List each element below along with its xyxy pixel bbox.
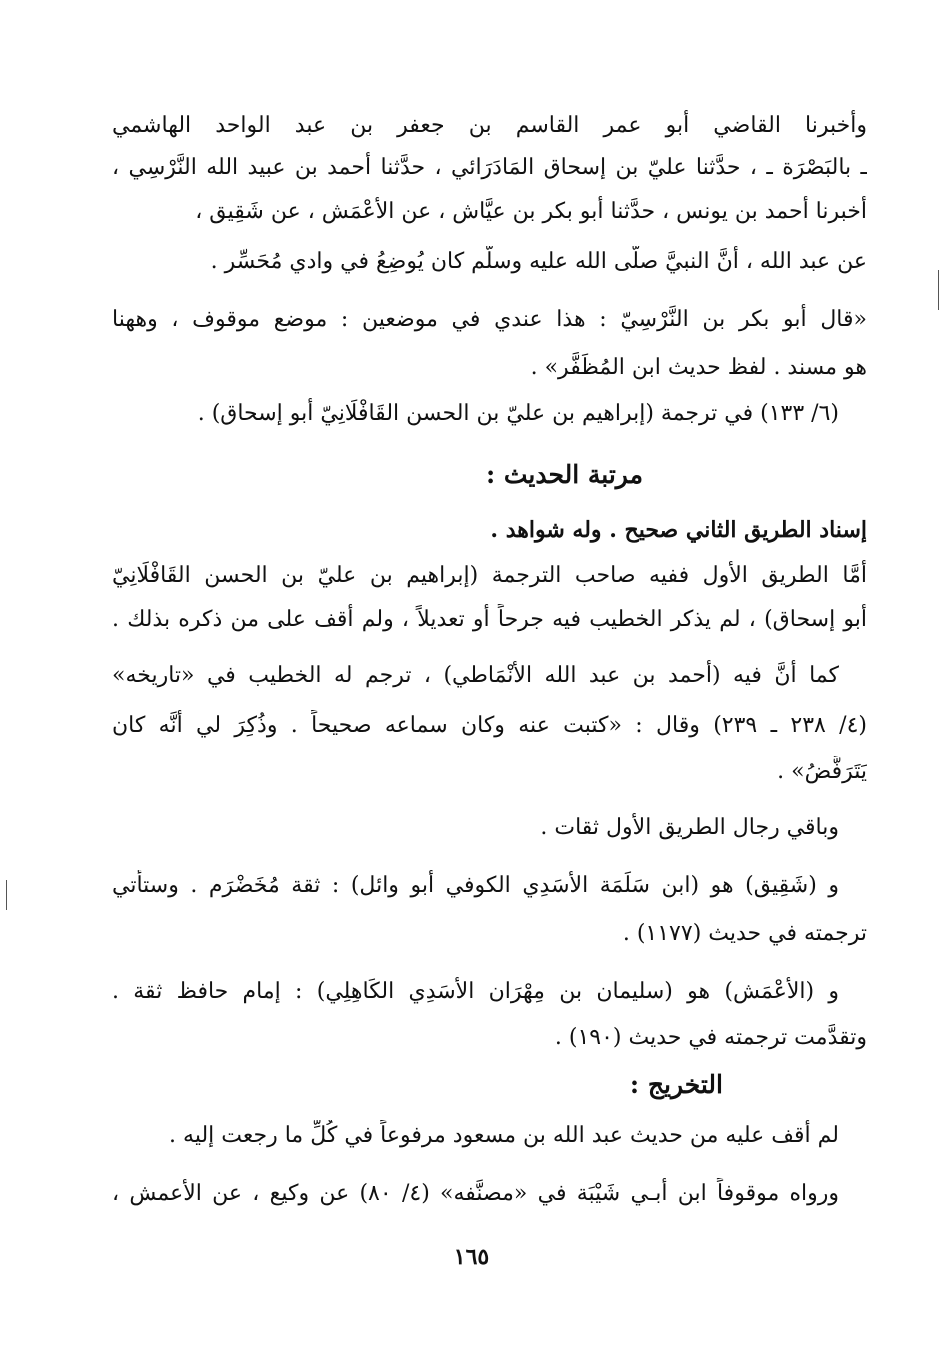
text-line: أخبرنا أحمد بن يونس ، حدَّثنا أبو بكر بن عيَّاش ، عن الأَعْمَش ، عن شَقِيق ، bbox=[195, 199, 867, 224]
text-line: كما أنَّ فيه (أحمد بن عبد الله الأَنْمَاطي) ، ترجم له الخطيب في «تاريخه» bbox=[112, 663, 840, 688]
text-line: (٤/ ٢٣٨ ـ ٢٣٩) وقال : «كتبت عنه وكان سماعه صحيحاً . وذُكِرَ لي أنَّه كان bbox=[112, 713, 867, 738]
text-line: ـ بالبَصْرَة ـ ، حدَّثنا عليّ بن إسحاق المَادَرَائي ، حدَّثنا أحمد بن عبيد الله النَّرْسِي ، bbox=[112, 155, 867, 180]
text-line: يَتَرَفَّضُ» . bbox=[777, 759, 867, 784]
text-line: عن عبد الله ، أنَّ النبيَّ صلَّى الله عليه وسلَّم كان يُوضِعُ في وادي مُحَسِّر . bbox=[210, 249, 867, 274]
section-heading-rank: مرتبة الحديث : bbox=[485, 460, 643, 489]
scan-edge-mark bbox=[938, 270, 939, 310]
text-line: أبو إسحاق) ، لم يذكر الخطيب فيه جرحاً أو تعديلاً ، ولم أقف على من ذكره بذلك . bbox=[112, 607, 867, 632]
text-line: «قال أبو بكر بن النَّرْسِيّ : هذا عندي في موضعين : موضع موقوف ، وههنا bbox=[112, 307, 867, 332]
text-line: (٦/ ١٣٣) في ترجمة (إبراهيم بن عليّ بن الحسن القَافْلَانِيّ أبو إسحاق) . bbox=[197, 401, 839, 426]
text-line: و (شَقِيق) هو (ابن سَلَمَة الأَسَدِي الكوفي أبو وائل) : ثقة مُخَضْرَم . وستأتي bbox=[112, 873, 839, 898]
text-line: هو مسند . لفظ حديث ابن المُظَفَّر» . bbox=[530, 355, 867, 380]
text-line: ترجمته في حديث (١١٧٧) . bbox=[622, 921, 867, 946]
text-line: لم أقف عليه من حديث عبد الله بن مسعود مرفوعاً في كُلِّ ما رجعت إليه . bbox=[169, 1123, 839, 1148]
text-line: وباقي رجال الطريق الأول ثقات . bbox=[540, 815, 839, 840]
section-heading-takhrij: التخريج : bbox=[629, 1070, 723, 1099]
text-line: ورواه موقوفاً ابن أبـي شَيْبَة في «مصنَّفه» (٤/ ٨٠) عن وكيع ، عن الأعمش ، bbox=[112, 1181, 839, 1206]
text-line: أمَّا الطريق الأول ففيه صاحب الترجمة (إبراهيم بن عليّ بن الحسن القَافْلَانِيّ bbox=[112, 563, 867, 588]
text-line: إسناد الطريق الثاني صحيح . وله شواهد . bbox=[490, 517, 867, 543]
text-line: وتقدَّمت ترجمته في حديث (١٩٠) . bbox=[554, 1025, 867, 1050]
scan-edge-mark bbox=[6, 880, 7, 910]
text-line: وأخبرنا القاضي أبو عمر القاسم بن جعفر بن عبد الواحد الهاشمي bbox=[112, 113, 867, 138]
page-number: ١٦٥ bbox=[453, 1244, 490, 1270]
text-line: و (الأَعْمَش) هو (سليمان بن مِهْرَان الأَسَدِي الكَاهِلِي) : إمام حافظ ثقة . bbox=[112, 979, 839, 1004]
